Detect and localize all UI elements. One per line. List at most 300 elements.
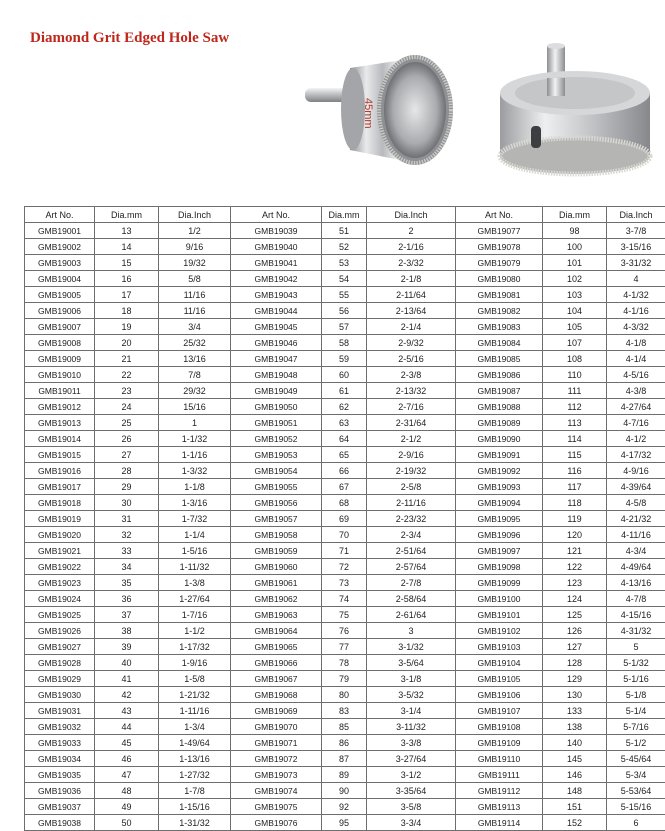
table-cell: GMB19009 bbox=[25, 351, 95, 367]
table-row bbox=[25, 719, 665, 735]
table-row bbox=[25, 735, 665, 751]
table-cell: 2-57/64 bbox=[367, 559, 456, 575]
table-row bbox=[25, 479, 665, 495]
table-cell: GMB19073 bbox=[231, 767, 322, 783]
table-cell: 127 bbox=[543, 639, 607, 655]
table-cell: 2-7/16 bbox=[367, 399, 456, 415]
table-cell: GMB19025 bbox=[25, 607, 95, 623]
table-cell: 11/16 bbox=[159, 303, 231, 319]
table-cell: GMB19033 bbox=[25, 735, 95, 751]
table-cell: 2-3/8 bbox=[367, 367, 456, 383]
table-cell: GMB19056 bbox=[231, 495, 322, 511]
table-cell: 130 bbox=[543, 687, 607, 703]
table-cell: 79 bbox=[322, 671, 367, 687]
table-cell: 34 bbox=[95, 559, 159, 575]
table-cell: GMB19062 bbox=[231, 591, 322, 607]
table-cell: 133 bbox=[543, 703, 607, 719]
table-cell: 3-3/8 bbox=[367, 735, 456, 751]
column-header: Dia.mm bbox=[95, 207, 159, 223]
table-cell: 2-1/8 bbox=[367, 271, 456, 287]
table-cell: 3 bbox=[367, 623, 456, 639]
table-cell: GMB19053 bbox=[231, 447, 322, 463]
table-cell: 4-49/64 bbox=[607, 559, 665, 575]
table-cell: 46 bbox=[95, 751, 159, 767]
table-cell: GMB19077 bbox=[456, 223, 543, 239]
table-row bbox=[25, 703, 665, 719]
table-cell: 67 bbox=[322, 479, 367, 495]
hole-saw-illustration bbox=[295, 38, 665, 188]
table-cell: GMB19108 bbox=[456, 719, 543, 735]
column-header: Dia.mm bbox=[322, 207, 367, 223]
table-cell: 2-7/8 bbox=[367, 575, 456, 591]
table-cell: 64 bbox=[322, 431, 367, 447]
specification-table bbox=[24, 206, 665, 831]
table-cell: GMB19097 bbox=[456, 543, 543, 559]
table-cell: GMB19029 bbox=[25, 671, 95, 687]
table-cell: 19/32 bbox=[159, 255, 231, 271]
table-cell: GMB19096 bbox=[456, 527, 543, 543]
table-cell: 112 bbox=[543, 399, 607, 415]
table-row bbox=[25, 399, 665, 415]
column-header: Dia.mm bbox=[543, 207, 607, 223]
table-cell: GMB19080 bbox=[456, 271, 543, 287]
table-cell: 89 bbox=[322, 767, 367, 783]
table-cell: 18 bbox=[95, 303, 159, 319]
table-row bbox=[25, 287, 665, 303]
table-cell: GMB19005 bbox=[25, 287, 95, 303]
table-row bbox=[25, 559, 665, 575]
table-cell: 126 bbox=[543, 623, 607, 639]
table-cell: 11/16 bbox=[159, 287, 231, 303]
table-cell: 15 bbox=[95, 255, 159, 271]
table-row bbox=[25, 623, 665, 639]
table-cell: 115 bbox=[543, 447, 607, 463]
table-cell: GMB19094 bbox=[456, 495, 543, 511]
table-cell: 3-31/32 bbox=[607, 255, 665, 271]
column-header: Art No. bbox=[231, 207, 322, 223]
table-cell: 92 bbox=[322, 799, 367, 815]
table-cell: GMB19064 bbox=[231, 623, 322, 639]
table-cell: 2-61/64 bbox=[367, 607, 456, 623]
table-cell: GMB19034 bbox=[25, 751, 95, 767]
table-row bbox=[25, 575, 665, 591]
table-cell: GMB19052 bbox=[231, 431, 322, 447]
column-header: Art No. bbox=[25, 207, 95, 223]
table-cell: 110 bbox=[543, 367, 607, 383]
table-cell: GMB19015 bbox=[25, 447, 95, 463]
table-cell: GMB19019 bbox=[25, 511, 95, 527]
table-row bbox=[25, 335, 665, 351]
table-cell: GMB19027 bbox=[25, 639, 95, 655]
table-cell: 21 bbox=[95, 351, 159, 367]
table-cell: GMB19032 bbox=[25, 719, 95, 735]
table-cell: GMB19007 bbox=[25, 319, 95, 335]
table-cell: 26 bbox=[95, 431, 159, 447]
table-cell: 2-3/4 bbox=[367, 527, 456, 543]
table-cell: GMB19051 bbox=[231, 415, 322, 431]
table-cell: GMB19043 bbox=[231, 287, 322, 303]
table-cell: 83 bbox=[322, 703, 367, 719]
table-cell: 16 bbox=[95, 271, 159, 287]
table-cell: 30 bbox=[95, 495, 159, 511]
table-cell: GMB19110 bbox=[456, 751, 543, 767]
table-cell: GMB19002 bbox=[25, 239, 95, 255]
table-cell: 49 bbox=[95, 799, 159, 815]
table-cell: GMB19044 bbox=[231, 303, 322, 319]
table-cell: GMB19104 bbox=[456, 655, 543, 671]
table-cell: 1-9/16 bbox=[159, 655, 231, 671]
table-cell: 5-1/2 bbox=[607, 735, 665, 751]
table-cell: GMB19059 bbox=[231, 543, 322, 559]
table-cell: GMB19082 bbox=[456, 303, 543, 319]
table-body bbox=[25, 223, 665, 831]
table-row bbox=[25, 447, 665, 463]
table-cell: 108 bbox=[543, 351, 607, 367]
table-cell: 44 bbox=[95, 719, 159, 735]
table-cell: GMB19078 bbox=[456, 239, 543, 255]
table-cell: GMB19020 bbox=[25, 527, 95, 543]
table-cell: 90 bbox=[322, 783, 367, 799]
table-cell: 4-1/2 bbox=[607, 431, 665, 447]
table-cell: 2-31/64 bbox=[367, 415, 456, 431]
table-header-row bbox=[25, 207, 665, 223]
table-cell: GMB19049 bbox=[231, 383, 322, 399]
table-cell: 116 bbox=[543, 463, 607, 479]
table-cell: 42 bbox=[95, 687, 159, 703]
table-cell: 121 bbox=[543, 543, 607, 559]
table-cell: GMB19079 bbox=[456, 255, 543, 271]
table-cell: 1-1/2 bbox=[159, 623, 231, 639]
table-cell: 1-11/16 bbox=[159, 703, 231, 719]
table-cell: 63 bbox=[322, 415, 367, 431]
table-cell: GMB19061 bbox=[231, 575, 322, 591]
table-cell: 145 bbox=[543, 751, 607, 767]
table-cell: 5-1/32 bbox=[607, 655, 665, 671]
table-cell: 1 bbox=[159, 415, 231, 431]
table-cell: 45 bbox=[95, 735, 159, 751]
table-cell: GMB19008 bbox=[25, 335, 95, 351]
table-cell: 54 bbox=[322, 271, 367, 287]
table-cell: 39 bbox=[95, 639, 159, 655]
table-cell: 100 bbox=[543, 239, 607, 255]
table-cell: GMB19031 bbox=[25, 703, 95, 719]
table-cell: 2 bbox=[367, 223, 456, 239]
table-cell: 80 bbox=[322, 687, 367, 703]
table-cell: GMB19046 bbox=[231, 335, 322, 351]
table-row bbox=[25, 671, 665, 687]
table-cell: 4-7/8 bbox=[607, 591, 665, 607]
table-cell: 5 bbox=[607, 639, 665, 655]
table-cell: GMB19060 bbox=[231, 559, 322, 575]
table-cell: GMB19088 bbox=[456, 399, 543, 415]
table-cell: GMB19042 bbox=[231, 271, 322, 287]
table-cell: GMB19084 bbox=[456, 335, 543, 351]
table-cell: 2-51/64 bbox=[367, 543, 456, 559]
table-cell: 4-9/16 bbox=[607, 463, 665, 479]
table-cell: GMB19063 bbox=[231, 607, 322, 623]
table-cell: GMB19001 bbox=[25, 223, 95, 239]
table-cell: GMB19030 bbox=[25, 687, 95, 703]
table-row bbox=[25, 511, 665, 527]
table-cell: GMB19075 bbox=[231, 799, 322, 815]
table-cell: 25 bbox=[95, 415, 159, 431]
table-cell: GMB19013 bbox=[25, 415, 95, 431]
table-cell: 3-1/32 bbox=[367, 639, 456, 655]
table-cell: 123 bbox=[543, 575, 607, 591]
table-cell: 35 bbox=[95, 575, 159, 591]
table-cell: GMB19048 bbox=[231, 367, 322, 383]
table-cell: 1-15/16 bbox=[159, 799, 231, 815]
table-cell: GMB19109 bbox=[456, 735, 543, 751]
table-cell: GMB19081 bbox=[456, 287, 543, 303]
table-cell: 65 bbox=[322, 447, 367, 463]
table-cell: 4-1/32 bbox=[607, 287, 665, 303]
table-cell: 4-31/32 bbox=[607, 623, 665, 639]
table-cell: 4-5/8 bbox=[607, 495, 665, 511]
table-cell: 117 bbox=[543, 479, 607, 495]
table-cell: 41 bbox=[95, 671, 159, 687]
table-cell: GMB19086 bbox=[456, 367, 543, 383]
table-cell: 72 bbox=[322, 559, 367, 575]
table-cell: 15/16 bbox=[159, 399, 231, 415]
table-cell: 27 bbox=[95, 447, 159, 463]
table-cell: GMB19039 bbox=[231, 223, 322, 239]
table-row bbox=[25, 351, 665, 367]
table-cell: 1-3/8 bbox=[159, 575, 231, 591]
table-cell: GMB19089 bbox=[456, 415, 543, 431]
table-cell: 50 bbox=[95, 815, 159, 831]
table-cell: GMB19055 bbox=[231, 479, 322, 495]
table-cell: 87 bbox=[322, 751, 367, 767]
table-cell: 4-7/16 bbox=[607, 415, 665, 431]
table-cell: GMB19071 bbox=[231, 735, 322, 751]
table-cell: 22 bbox=[95, 367, 159, 383]
table-cell: GMB19028 bbox=[25, 655, 95, 671]
table-cell: 2-13/64 bbox=[367, 303, 456, 319]
column-header: Dia.Inch bbox=[607, 207, 665, 223]
table-row bbox=[25, 239, 665, 255]
table-cell: 37 bbox=[95, 607, 159, 623]
table-cell: 40 bbox=[95, 655, 159, 671]
table-cell: 1-21/32 bbox=[159, 687, 231, 703]
table-row bbox=[25, 799, 665, 815]
table-cell: GMB19003 bbox=[25, 255, 95, 271]
table-cell: 71 bbox=[322, 543, 367, 559]
table-cell: 1-5/8 bbox=[159, 671, 231, 687]
table-cell: 1-7/16 bbox=[159, 607, 231, 623]
table-cell: 4-21/32 bbox=[607, 511, 665, 527]
table-row bbox=[25, 223, 665, 239]
table-cell: 5-3/4 bbox=[607, 767, 665, 783]
table-cell: GMB19016 bbox=[25, 463, 95, 479]
table-cell: 28 bbox=[95, 463, 159, 479]
table-row bbox=[25, 543, 665, 559]
table-cell: GMB19106 bbox=[456, 687, 543, 703]
table-cell: 2-5/8 bbox=[367, 479, 456, 495]
table-cell: 1-1/4 bbox=[159, 527, 231, 543]
table-cell: GMB19038 bbox=[25, 815, 95, 831]
table-cell: GMB19058 bbox=[231, 527, 322, 543]
table-cell: 3-11/32 bbox=[367, 719, 456, 735]
table-cell: GMB19107 bbox=[456, 703, 543, 719]
table-cell: 14 bbox=[95, 239, 159, 255]
table-cell: 4-17/32 bbox=[607, 447, 665, 463]
table-cell: 77 bbox=[322, 639, 367, 655]
table-cell: 33 bbox=[95, 543, 159, 559]
table-cell: GMB19066 bbox=[231, 655, 322, 671]
table-cell: 1-5/16 bbox=[159, 543, 231, 559]
table-cell: 4-3/8 bbox=[607, 383, 665, 399]
table-cell: 86 bbox=[322, 735, 367, 751]
table-cell: 58 bbox=[322, 335, 367, 351]
table-cell: 4-27/64 bbox=[607, 399, 665, 415]
table-cell: 2-11/16 bbox=[367, 495, 456, 511]
table-cell: GMB19026 bbox=[25, 623, 95, 639]
table-cell: 2-58/64 bbox=[367, 591, 456, 607]
column-header: Dia.Inch bbox=[367, 207, 456, 223]
table-cell: GMB19111 bbox=[456, 767, 543, 783]
table-cell: 120 bbox=[543, 527, 607, 543]
table-cell: 4-13/16 bbox=[607, 575, 665, 591]
table-cell: GMB19114 bbox=[456, 815, 543, 831]
table-cell: 69 bbox=[322, 511, 367, 527]
table-row bbox=[25, 639, 665, 655]
table-cell: 68 bbox=[322, 495, 367, 511]
table-cell: GMB19093 bbox=[456, 479, 543, 495]
table-cell: 4 bbox=[607, 271, 665, 287]
table-cell: GMB19074 bbox=[231, 783, 322, 799]
table-cell: GMB19050 bbox=[231, 399, 322, 415]
product-photos bbox=[295, 38, 665, 188]
table-cell: 2-19/32 bbox=[367, 463, 456, 479]
table-cell: GMB19017 bbox=[25, 479, 95, 495]
table-cell: 6 bbox=[607, 815, 665, 831]
table-cell: GMB19011 bbox=[25, 383, 95, 399]
table-cell: GMB19004 bbox=[25, 271, 95, 287]
table-cell: 13/16 bbox=[159, 351, 231, 367]
table-cell: 1-13/16 bbox=[159, 751, 231, 767]
table-cell: GMB19012 bbox=[25, 399, 95, 415]
table-cell: 4-1/8 bbox=[607, 335, 665, 351]
table-cell: 113 bbox=[543, 415, 607, 431]
table-cell: GMB19068 bbox=[231, 687, 322, 703]
table-cell: GMB19018 bbox=[25, 495, 95, 511]
table-cell: 128 bbox=[543, 655, 607, 671]
table-cell: 5-1/8 bbox=[607, 687, 665, 703]
table-cell: 125 bbox=[543, 607, 607, 623]
table-cell: 38 bbox=[95, 623, 159, 639]
table-cell: 4-3/32 bbox=[607, 319, 665, 335]
table-cell: 1-17/32 bbox=[159, 639, 231, 655]
table-cell: 3-5/64 bbox=[367, 655, 456, 671]
table-row bbox=[25, 415, 665, 431]
table-cell: GMB19076 bbox=[231, 815, 322, 831]
table-cell: 119 bbox=[543, 511, 607, 527]
table-cell: 4-1/4 bbox=[607, 351, 665, 367]
table-row bbox=[25, 655, 665, 671]
column-header: Art No. bbox=[456, 207, 543, 223]
table-cell: 2-23/32 bbox=[367, 511, 456, 527]
table-cell: 4-11/16 bbox=[607, 527, 665, 543]
table-cell: 78 bbox=[322, 655, 367, 671]
table-cell: 48 bbox=[95, 783, 159, 799]
table-cell: 3-35/64 bbox=[367, 783, 456, 799]
table-cell: 2-5/16 bbox=[367, 351, 456, 367]
table-cell: 5-1/16 bbox=[607, 671, 665, 687]
table-row bbox=[25, 767, 665, 783]
table-cell: GMB19036 bbox=[25, 783, 95, 799]
table-cell: 5-7/16 bbox=[607, 719, 665, 735]
table-cell: 20 bbox=[95, 335, 159, 351]
table-row bbox=[25, 383, 665, 399]
table-cell: 2-1/2 bbox=[367, 431, 456, 447]
table-cell: GMB19041 bbox=[231, 255, 322, 271]
table-cell: 74 bbox=[322, 591, 367, 607]
table-row bbox=[25, 367, 665, 383]
table-row bbox=[25, 687, 665, 703]
table-row bbox=[25, 783, 665, 799]
table-cell: 25/32 bbox=[159, 335, 231, 351]
table-cell: 122 bbox=[543, 559, 607, 575]
table-cell: GMB19065 bbox=[231, 639, 322, 655]
table-cell: GMB19054 bbox=[231, 463, 322, 479]
page-title: Diamond Grit Edged Hole Saw bbox=[30, 30, 229, 47]
table-cell: GMB19070 bbox=[231, 719, 322, 735]
table-cell: 118 bbox=[543, 495, 607, 511]
table-cell: 24 bbox=[95, 399, 159, 415]
table-cell: 2-3/32 bbox=[367, 255, 456, 271]
table-cell: 151 bbox=[543, 799, 607, 815]
table-cell: 4-1/16 bbox=[607, 303, 665, 319]
table-row bbox=[25, 527, 665, 543]
table-cell: 85 bbox=[322, 719, 367, 735]
table-cell: 104 bbox=[543, 303, 607, 319]
table-cell: GMB19100 bbox=[456, 591, 543, 607]
table-cell: 52 bbox=[322, 239, 367, 255]
table-cell: 3-1/2 bbox=[367, 767, 456, 783]
table-cell: GMB19024 bbox=[25, 591, 95, 607]
table-cell: 95 bbox=[322, 815, 367, 831]
table-row bbox=[25, 319, 665, 335]
table-cell: GMB19010 bbox=[25, 367, 95, 383]
table-cell: 2-13/32 bbox=[367, 383, 456, 399]
table-cell: 70 bbox=[322, 527, 367, 543]
table-cell: 3-1/8 bbox=[367, 671, 456, 687]
table-cell: 2-9/16 bbox=[367, 447, 456, 463]
table-cell: GMB19045 bbox=[231, 319, 322, 335]
table-cell: 53 bbox=[322, 255, 367, 271]
table-cell: 2-9/32 bbox=[367, 335, 456, 351]
table-cell: 1-3/4 bbox=[159, 719, 231, 735]
table-cell: GMB19092 bbox=[456, 463, 543, 479]
table-row bbox=[25, 271, 665, 287]
table-cell: 5-15/16 bbox=[607, 799, 665, 815]
table-cell: 5-53/64 bbox=[607, 783, 665, 799]
table-cell: 3-5/8 bbox=[367, 799, 456, 815]
table-cell: 111 bbox=[543, 383, 607, 399]
table-cell: 75 bbox=[322, 607, 367, 623]
table-cell: 124 bbox=[543, 591, 607, 607]
table-row bbox=[25, 463, 665, 479]
table-cell: 1-1/32 bbox=[159, 431, 231, 447]
table-cell: GMB19105 bbox=[456, 671, 543, 687]
table-cell: 102 bbox=[543, 271, 607, 287]
table-cell: 1/2 bbox=[159, 223, 231, 239]
table-cell: 1-7/8 bbox=[159, 783, 231, 799]
table-row bbox=[25, 431, 665, 447]
table-cell: 57 bbox=[322, 319, 367, 335]
table-cell: 56 bbox=[322, 303, 367, 319]
